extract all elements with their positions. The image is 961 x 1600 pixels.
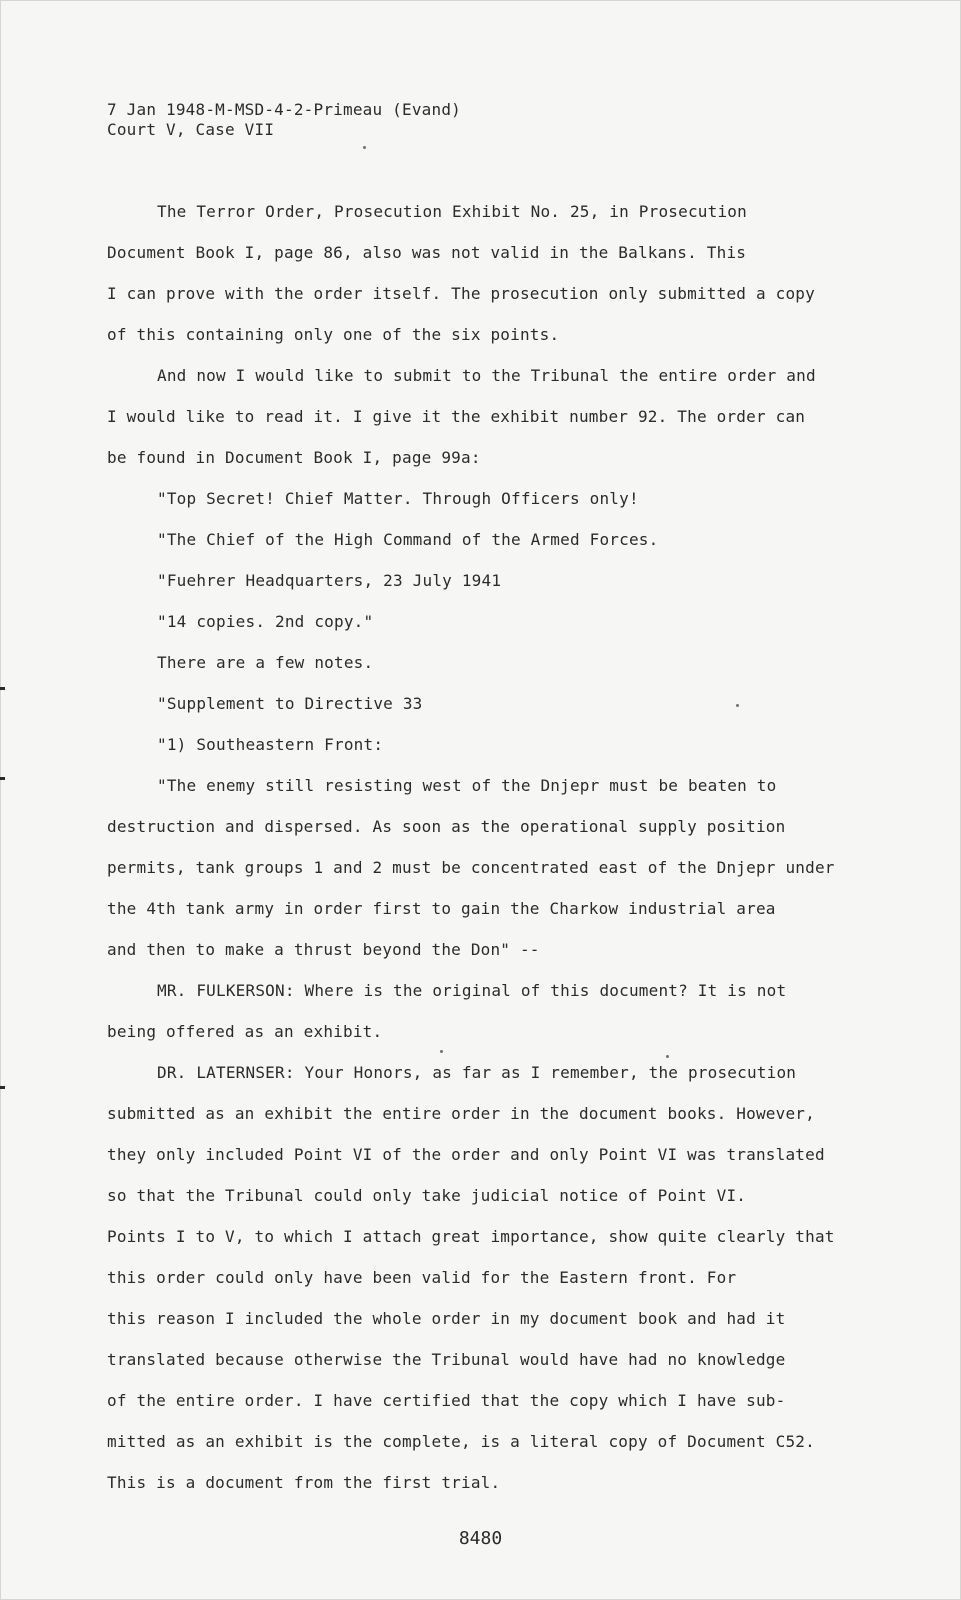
scan-speck <box>363 146 366 149</box>
header-line-court: Court V, Case VII <box>107 120 275 139</box>
text-line: destruction and dispersed. As soon as the operational supply position <box>107 817 786 836</box>
text-line: this reason I included the whole order in my document book and had it <box>107 1309 786 1328</box>
text-line: translated because otherwise the Tribunal would have had no knowledge <box>107 1350 786 1369</box>
scan-speck <box>736 704 739 707</box>
scan-mark <box>0 687 5 690</box>
text-line: of the entire order. I have certified that the copy which I have sub- <box>107 1391 786 1410</box>
text-line: "14 copies. 2nd copy." <box>157 612 374 631</box>
scan-speck <box>440 1050 443 1053</box>
text-line: "1) Southeastern Front: <box>157 735 384 754</box>
text-line: being offered as an exhibit. <box>107 1022 383 1041</box>
text-line: Document Book I, page 86, also was not valid in the Balkans. This <box>107 243 747 262</box>
text-line: of this containing only one of the six points. <box>107 325 560 344</box>
text-line: they only included Point VI of the order and only Point VI was translated <box>107 1145 825 1164</box>
text-line: DR. LATERNSER: Your Honors, as far as I remember, the prosecution <box>157 1063 797 1082</box>
text-line: The Terror Order, Prosecution Exhibit No. 25, in Prosecution <box>157 202 747 221</box>
text-line: I can prove with the order itself. The prosecution only submitted a copy <box>107 284 815 303</box>
text-line: so that the Tribunal could only take judicial notice of Point VI. <box>107 1186 747 1205</box>
scan-mark <box>0 1086 5 1089</box>
scan-speck <box>666 1055 669 1058</box>
text-line: "Fuehrer Headquarters, 23 July 1941 <box>157 571 502 590</box>
text-line: And now I would like to submit to the Tribunal the entire order and <box>157 366 816 385</box>
text-line: this order could only have been valid for the Eastern front. For <box>107 1268 737 1287</box>
text-line: "The Chief of the High Command of the Armed Forces. <box>157 530 659 549</box>
text-line: mitted as an exhibit is the complete, is a literal copy of Document C52. <box>107 1432 815 1451</box>
text-line: "The enemy still resisting west of the Dnjepr must be beaten to <box>157 776 777 795</box>
text-line: There are a few notes. <box>157 653 374 672</box>
text-line: MR. FULKERSON: Where is the original of this document? It is not <box>157 981 787 1000</box>
text-line: "Top Secret! Chief Matter. Through Officers only! <box>157 489 639 508</box>
text-line: I would like to read it. I give it the exhibit number 92. The order can <box>107 407 806 426</box>
text-line: the 4th tank army in order first to gain the Charkow industrial area <box>107 899 776 918</box>
text-line: and then to make a thrust beyond the Don" -- <box>107 940 540 959</box>
page-number: 8480 <box>458 1528 503 1549</box>
text-line: be found in Document Book I, page 99a: <box>107 448 481 467</box>
header-line-date: 7 Jan 1948-M-MSD-4-2-Primeau (Evand) <box>107 100 461 119</box>
text-line: submitted as an exhibit the entire order in the document books. However, <box>107 1104 815 1123</box>
text-line: "Supplement to Directive 33 <box>157 694 423 713</box>
scan-mark <box>0 777 5 780</box>
text-line: Points I to V, to which I attach great importance, show quite clearly that <box>107 1227 835 1246</box>
text-line: This is a document from the first trial. <box>107 1473 501 1492</box>
text-line: permits, tank groups 1 and 2 must be concentrated east of the Dnjepr under <box>107 858 835 877</box>
